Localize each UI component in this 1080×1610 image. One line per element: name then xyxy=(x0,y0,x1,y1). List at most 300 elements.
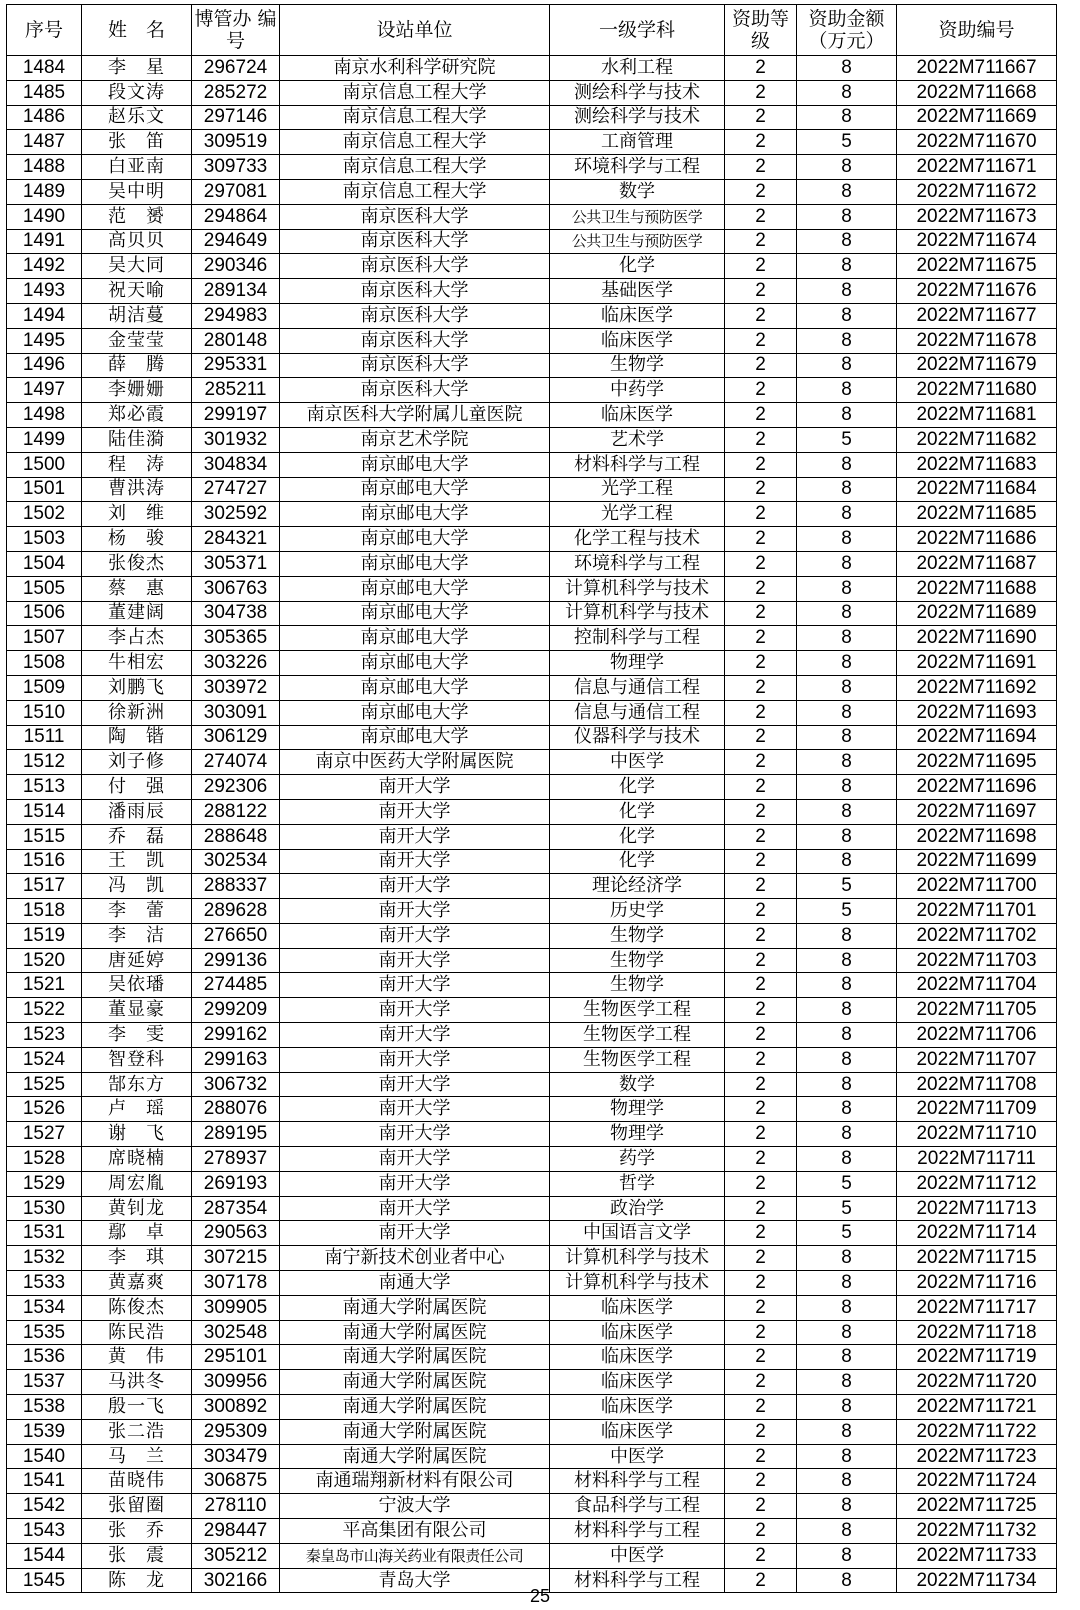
cell-amount: 8 xyxy=(797,775,897,800)
cell-unit: 南开大学 xyxy=(280,1147,550,1172)
cell-grade: 2 xyxy=(725,1221,797,1246)
cell-discipline: 计算机科学与技术 xyxy=(550,601,725,626)
cell-amount: 8 xyxy=(797,328,897,353)
cell-amount: 8 xyxy=(797,1097,897,1122)
cell-seq: 1504 xyxy=(7,551,82,576)
cell-discipline: 化学工程与技术 xyxy=(550,527,725,552)
cell-name: 吴大同 xyxy=(82,254,192,279)
cell-amount: 8 xyxy=(797,601,897,626)
cell-id: 309733 xyxy=(192,155,280,180)
cell-discipline: 材料科学与工程 xyxy=(550,1568,725,1593)
cell-amount: 8 xyxy=(797,229,897,254)
cell-amount: 8 xyxy=(797,1444,897,1469)
cell-grade: 2 xyxy=(725,1543,797,1568)
cell-id: 302548 xyxy=(192,1320,280,1345)
cell-name: 周宏胤 xyxy=(82,1171,192,1196)
cell-code: 2022M711673 xyxy=(897,204,1057,229)
cell-grade: 2 xyxy=(725,378,797,403)
cell-grade: 2 xyxy=(725,651,797,676)
table-row xyxy=(7,1543,1057,1568)
cell-id: 306129 xyxy=(192,725,280,750)
cell-seq: 1486 xyxy=(7,105,82,130)
cell-id: 302534 xyxy=(192,849,280,874)
cell-discipline: 生物学 xyxy=(550,948,725,973)
cell-unit: 南京中医药大学附属医院 xyxy=(280,750,550,775)
cell-amount: 8 xyxy=(797,973,897,998)
cell-grade: 2 xyxy=(725,328,797,353)
cell-discipline: 临床医学 xyxy=(550,1345,725,1370)
cell-discipline: 政治学 xyxy=(550,1196,725,1221)
cell-id: 290563 xyxy=(192,1221,280,1246)
cell-unit: 南京邮电大学 xyxy=(280,725,550,750)
cell-unit: 南通大学附属医院 xyxy=(280,1295,550,1320)
cell-unit: 南开大学 xyxy=(280,775,550,800)
table-row xyxy=(7,179,1057,204)
cell-amount: 8 xyxy=(797,750,897,775)
cell-name: 吴依璠 xyxy=(82,973,192,998)
cell-unit: 南京水利科学研究院 xyxy=(280,56,550,81)
cell-code: 2022M711722 xyxy=(897,1419,1057,1444)
cell-unit: 南京邮电大学 xyxy=(280,502,550,527)
cell-discipline: 中医学 xyxy=(550,1444,725,1469)
cell-discipline: 材料科学与工程 xyxy=(550,1519,725,1544)
cell-grade: 2 xyxy=(725,1494,797,1519)
cell-unit: 南京邮电大学 xyxy=(280,477,550,502)
cell-seq: 1511 xyxy=(7,725,82,750)
cell-seq: 1506 xyxy=(7,601,82,626)
cell-code: 2022M711717 xyxy=(897,1295,1057,1320)
cell-amount: 8 xyxy=(797,353,897,378)
cell-name: 苗晓伟 xyxy=(82,1469,192,1494)
cell-id: 278937 xyxy=(192,1147,280,1172)
table-row xyxy=(7,378,1057,403)
cell-grade: 2 xyxy=(725,725,797,750)
cell-seq: 1509 xyxy=(7,675,82,700)
cell-code: 2022M711721 xyxy=(897,1395,1057,1420)
table-row xyxy=(7,849,1057,874)
cell-name: 高贝贝 xyxy=(82,229,192,254)
table-row xyxy=(7,80,1057,105)
cell-seq: 1539 xyxy=(7,1419,82,1444)
cell-unit: 南开大学 xyxy=(280,1047,550,1072)
cell-unit: 南通瑞翔新材料有限公司 xyxy=(280,1469,550,1494)
cell-grade: 2 xyxy=(725,279,797,304)
cell-unit: 南京邮电大学 xyxy=(280,651,550,676)
cell-unit: 南通大学 xyxy=(280,1271,550,1296)
table-row xyxy=(7,1171,1057,1196)
cell-code: 2022M711691 xyxy=(897,651,1057,676)
cell-name: 薛 腾 xyxy=(82,353,192,378)
cell-code: 2022M711689 xyxy=(897,601,1057,626)
cell-unit: 南开大学 xyxy=(280,899,550,924)
cell-grade: 2 xyxy=(725,824,797,849)
cell-discipline: 生物学 xyxy=(550,353,725,378)
cell-grade: 2 xyxy=(725,1370,797,1395)
cell-id: 302592 xyxy=(192,502,280,527)
table-row xyxy=(7,899,1057,924)
cell-name: 王 凯 xyxy=(82,849,192,874)
cell-id: 296724 xyxy=(192,56,280,81)
cell-discipline: 测绘科学与技术 xyxy=(550,80,725,105)
cell-grade: 2 xyxy=(725,551,797,576)
cell-seq: 1510 xyxy=(7,700,82,725)
cell-id: 303226 xyxy=(192,651,280,676)
cell-discipline: 艺术学 xyxy=(550,427,725,452)
cell-id: 307178 xyxy=(192,1271,280,1296)
cell-code: 2022M711711 xyxy=(897,1147,1057,1172)
cell-code: 2022M711675 xyxy=(897,254,1057,279)
cell-name: 张 乔 xyxy=(82,1519,192,1544)
cell-amount: 8 xyxy=(797,452,897,477)
cell-code: 2022M711674 xyxy=(897,229,1057,254)
cell-amount: 8 xyxy=(797,824,897,849)
cell-unit: 南通大学附属医院 xyxy=(280,1444,550,1469)
cell-amount: 8 xyxy=(797,849,897,874)
cell-id: 274485 xyxy=(192,973,280,998)
cell-discipline: 生物医学工程 xyxy=(550,1047,725,1072)
cell-grade: 2 xyxy=(725,477,797,502)
table-row xyxy=(7,1494,1057,1519)
cell-name: 李 雯 xyxy=(82,1023,192,1048)
cell-name: 张 震 xyxy=(82,1543,192,1568)
cell-discipline: 计算机科学与技术 xyxy=(550,1246,725,1271)
cell-unit: 南京医科大学 xyxy=(280,279,550,304)
cell-code: 2022M711667 xyxy=(897,56,1057,81)
cell-seq: 1521 xyxy=(7,973,82,998)
table-row xyxy=(7,824,1057,849)
cell-name: 董建阔 xyxy=(82,601,192,626)
cell-name: 刘鹏飞 xyxy=(82,675,192,700)
cell-discipline: 历史学 xyxy=(550,899,725,924)
cell-seq: 1505 xyxy=(7,576,82,601)
cell-id: 309519 xyxy=(192,130,280,155)
header-code: 资助编号 xyxy=(897,5,1057,56)
cell-unit: 南开大学 xyxy=(280,799,550,824)
cell-unit: 南京信息工程大学 xyxy=(280,80,550,105)
cell-grade: 2 xyxy=(725,874,797,899)
cell-id: 289195 xyxy=(192,1122,280,1147)
cell-amount: 8 xyxy=(797,799,897,824)
cell-id: 297146 xyxy=(192,105,280,130)
cell-grade: 2 xyxy=(725,1097,797,1122)
cell-name: 陆佳漪 xyxy=(82,427,192,452)
cell-unit: 南京邮电大学 xyxy=(280,452,550,477)
cell-discipline: 信息与通信工程 xyxy=(550,675,725,700)
table-row xyxy=(7,998,1057,1023)
cell-unit: 南京医科大学 xyxy=(280,353,550,378)
cell-grade: 2 xyxy=(725,576,797,601)
cell-seq: 1489 xyxy=(7,179,82,204)
cell-id: 295331 xyxy=(192,353,280,378)
cell-unit: 南通大学附属医院 xyxy=(280,1345,550,1370)
cell-name: 陈俊杰 xyxy=(82,1295,192,1320)
cell-amount: 5 xyxy=(797,130,897,155)
cell-discipline: 数学 xyxy=(550,179,725,204)
cell-grade: 2 xyxy=(725,1271,797,1296)
cell-name: 吴中明 xyxy=(82,179,192,204)
cell-name: 潘雨辰 xyxy=(82,799,192,824)
cell-discipline: 中药学 xyxy=(550,378,725,403)
cell-code: 2022M711713 xyxy=(897,1196,1057,1221)
cell-id: 294864 xyxy=(192,204,280,229)
cell-id: 309956 xyxy=(192,1370,280,1395)
cell-code: 2022M711692 xyxy=(897,675,1057,700)
cell-unit: 南京医科大学 xyxy=(280,204,550,229)
cell-grade: 2 xyxy=(725,1147,797,1172)
cell-discipline: 化学 xyxy=(550,799,725,824)
cell-seq: 1522 xyxy=(7,998,82,1023)
cell-amount: 8 xyxy=(797,651,897,676)
cell-seq: 1527 xyxy=(7,1122,82,1147)
cell-name: 刘 维 xyxy=(82,502,192,527)
cell-code: 2022M711714 xyxy=(897,1221,1057,1246)
cell-seq: 1492 xyxy=(7,254,82,279)
cell-seq: 1498 xyxy=(7,403,82,428)
cell-grade: 2 xyxy=(725,675,797,700)
cell-amount: 8 xyxy=(797,1494,897,1519)
cell-unit: 南京邮电大学 xyxy=(280,576,550,601)
table-row xyxy=(7,229,1057,254)
cell-id: 274727 xyxy=(192,477,280,502)
cell-unit: 南开大学 xyxy=(280,874,550,899)
cell-id: 309905 xyxy=(192,1295,280,1320)
cell-unit: 南通大学附属医院 xyxy=(280,1320,550,1345)
cell-grade: 2 xyxy=(725,1295,797,1320)
cell-unit: 南京医科大学附属儿童医院 xyxy=(280,403,550,428)
cell-id: 306732 xyxy=(192,1072,280,1097)
table-row xyxy=(7,502,1057,527)
cell-id: 290346 xyxy=(192,254,280,279)
cell-discipline: 食品科学与工程 xyxy=(550,1494,725,1519)
cell-name: 李占杰 xyxy=(82,626,192,651)
table-row xyxy=(7,775,1057,800)
cell-seq: 1525 xyxy=(7,1072,82,1097)
postdoc-funding-table-sheet xyxy=(6,4,1057,1593)
cell-unit: 青岛大学 xyxy=(280,1568,550,1593)
cell-amount: 8 xyxy=(797,1519,897,1544)
cell-amount: 8 xyxy=(797,551,897,576)
cell-code: 2022M711734 xyxy=(897,1568,1057,1593)
cell-discipline: 理论经济学 xyxy=(550,874,725,899)
cell-code: 2022M711733 xyxy=(897,1543,1057,1568)
cell-id: 299209 xyxy=(192,998,280,1023)
cell-name: 张俊杰 xyxy=(82,551,192,576)
cell-code: 2022M711718 xyxy=(897,1320,1057,1345)
cell-unit: 南开大学 xyxy=(280,824,550,849)
cell-id: 276650 xyxy=(192,923,280,948)
cell-seq: 1484 xyxy=(7,56,82,81)
cell-name: 张留圈 xyxy=(82,1494,192,1519)
cell-code: 2022M711715 xyxy=(897,1246,1057,1271)
cell-amount: 8 xyxy=(797,1246,897,1271)
cell-code: 2022M711690 xyxy=(897,626,1057,651)
cell-amount: 8 xyxy=(797,576,897,601)
cell-unit: 宁波大学 xyxy=(280,1494,550,1519)
cell-seq: 1502 xyxy=(7,502,82,527)
cell-seq: 1495 xyxy=(7,328,82,353)
cell-seq: 1523 xyxy=(7,1023,82,1048)
cell-name: 乔 磊 xyxy=(82,824,192,849)
cell-grade: 2 xyxy=(725,1320,797,1345)
cell-code: 2022M711684 xyxy=(897,477,1057,502)
cell-id: 288337 xyxy=(192,874,280,899)
cell-discipline: 生物医学工程 xyxy=(550,1023,725,1048)
table-row xyxy=(7,1122,1057,1147)
cell-grade: 2 xyxy=(725,1023,797,1048)
table-row xyxy=(7,948,1057,973)
cell-code: 2022M711698 xyxy=(897,824,1057,849)
cell-amount: 8 xyxy=(797,502,897,527)
header-discipline: 一级学科 xyxy=(550,5,725,56)
table-row xyxy=(7,56,1057,81)
cell-unit: 南开大学 xyxy=(280,1097,550,1122)
cell-discipline: 临床医学 xyxy=(550,1419,725,1444)
cell-id: 269193 xyxy=(192,1171,280,1196)
cell-seq: 1535 xyxy=(7,1320,82,1345)
cell-discipline: 物理学 xyxy=(550,1097,725,1122)
cell-unit: 南开大学 xyxy=(280,948,550,973)
cell-amount: 8 xyxy=(797,403,897,428)
cell-unit: 平高集团有限公司 xyxy=(280,1519,550,1544)
cell-unit: 南通大学附属医院 xyxy=(280,1370,550,1395)
cell-grade: 2 xyxy=(725,998,797,1023)
cell-discipline: 临床医学 xyxy=(550,1370,725,1395)
cell-seq: 1517 xyxy=(7,874,82,899)
cell-name: 董显豪 xyxy=(82,998,192,1023)
cell-seq: 1519 xyxy=(7,923,82,948)
cell-grade: 2 xyxy=(725,775,797,800)
cell-seq: 1497 xyxy=(7,378,82,403)
cell-amount: 8 xyxy=(797,477,897,502)
cell-id: 299163 xyxy=(192,1047,280,1072)
cell-amount: 5 xyxy=(797,899,897,924)
cell-seq: 1530 xyxy=(7,1196,82,1221)
cell-discipline: 测绘科学与技术 xyxy=(550,105,725,130)
cell-code: 2022M711697 xyxy=(897,799,1057,824)
cell-amount: 8 xyxy=(797,1122,897,1147)
cell-id: 297081 xyxy=(192,179,280,204)
cell-grade: 2 xyxy=(725,1196,797,1221)
table-row xyxy=(7,551,1057,576)
cell-id: 285272 xyxy=(192,80,280,105)
table-row xyxy=(7,403,1057,428)
cell-amount: 8 xyxy=(797,1295,897,1320)
cell-name: 徐新洲 xyxy=(82,700,192,725)
cell-name: 卢 瑶 xyxy=(82,1097,192,1122)
cell-name: 蔡 惠 xyxy=(82,576,192,601)
cell-grade: 2 xyxy=(725,1444,797,1469)
cell-amount: 8 xyxy=(797,80,897,105)
table-row xyxy=(7,923,1057,948)
cell-id: 306875 xyxy=(192,1469,280,1494)
cell-unit: 南开大学 xyxy=(280,1072,550,1097)
cell-id: 307215 xyxy=(192,1246,280,1271)
table-row xyxy=(7,353,1057,378)
cell-amount: 8 xyxy=(797,1419,897,1444)
cell-name: 祝天喻 xyxy=(82,279,192,304)
cell-grade: 2 xyxy=(725,1122,797,1147)
cell-id: 304834 xyxy=(192,452,280,477)
cell-code: 2022M711712 xyxy=(897,1171,1057,1196)
cell-code: 2022M711716 xyxy=(897,1271,1057,1296)
header-grade: 资助等级 xyxy=(725,5,797,56)
table-row xyxy=(7,799,1057,824)
cell-amount: 8 xyxy=(797,254,897,279)
table-row xyxy=(7,973,1057,998)
cell-seq: 1544 xyxy=(7,1543,82,1568)
cell-code: 2022M711704 xyxy=(897,973,1057,998)
cell-grade: 2 xyxy=(725,204,797,229)
cell-seq: 1536 xyxy=(7,1345,82,1370)
cell-amount: 8 xyxy=(797,155,897,180)
cell-grade: 2 xyxy=(725,353,797,378)
cell-name: 刘子修 xyxy=(82,750,192,775)
cell-seq: 1508 xyxy=(7,651,82,676)
cell-seq: 1542 xyxy=(7,1494,82,1519)
table-row xyxy=(7,725,1057,750)
cell-seq: 1514 xyxy=(7,799,82,824)
cell-code: 2022M711677 xyxy=(897,303,1057,328)
cell-unit: 南开大学 xyxy=(280,923,550,948)
cell-amount: 5 xyxy=(797,874,897,899)
cell-name: 智登科 xyxy=(82,1047,192,1072)
cell-amount: 8 xyxy=(797,1469,897,1494)
cell-discipline: 物理学 xyxy=(550,651,725,676)
cell-unit: 南京信息工程大学 xyxy=(280,105,550,130)
cell-id: 294649 xyxy=(192,229,280,254)
cell-code: 2022M711683 xyxy=(897,452,1057,477)
cell-amount: 5 xyxy=(797,1171,897,1196)
cell-id: 299197 xyxy=(192,403,280,428)
cell-discipline: 临床医学 xyxy=(550,328,725,353)
cell-discipline: 水利工程 xyxy=(550,56,725,81)
cell-name: 李 蕾 xyxy=(82,899,192,924)
cell-name: 李 洁 xyxy=(82,923,192,948)
cell-id: 303479 xyxy=(192,1444,280,1469)
cell-name: 胡洁蔓 xyxy=(82,303,192,328)
cell-unit: 南京医科大学 xyxy=(280,328,550,353)
header-amount: 资助金额 （万元） xyxy=(797,5,897,56)
cell-grade: 2 xyxy=(725,750,797,775)
header-name: 姓 名 xyxy=(82,5,192,56)
table-row xyxy=(7,477,1057,502)
table-row xyxy=(7,1147,1057,1172)
cell-id: 295309 xyxy=(192,1419,280,1444)
cell-grade: 2 xyxy=(725,403,797,428)
cell-code: 2022M711695 xyxy=(897,750,1057,775)
table-row xyxy=(7,527,1057,552)
cell-seq: 1513 xyxy=(7,775,82,800)
cell-code: 2022M711720 xyxy=(897,1370,1057,1395)
cell-seq: 1507 xyxy=(7,626,82,651)
cell-amount: 8 xyxy=(797,1072,897,1097)
cell-name: 唐延婷 xyxy=(82,948,192,973)
cell-grade: 2 xyxy=(725,80,797,105)
table-row xyxy=(7,750,1057,775)
cell-grade: 2 xyxy=(725,923,797,948)
table-row xyxy=(7,626,1057,651)
cell-discipline: 化学 xyxy=(550,849,725,874)
cell-amount: 8 xyxy=(797,204,897,229)
cell-seq: 1538 xyxy=(7,1395,82,1420)
cell-grade: 2 xyxy=(725,1519,797,1544)
cell-amount: 8 xyxy=(797,725,897,750)
cell-seq: 1496 xyxy=(7,353,82,378)
cell-discipline: 生物学 xyxy=(550,973,725,998)
header-seq: 序号 xyxy=(7,5,82,56)
cell-grade: 2 xyxy=(725,1246,797,1271)
cell-unit: 南开大学 xyxy=(280,998,550,1023)
